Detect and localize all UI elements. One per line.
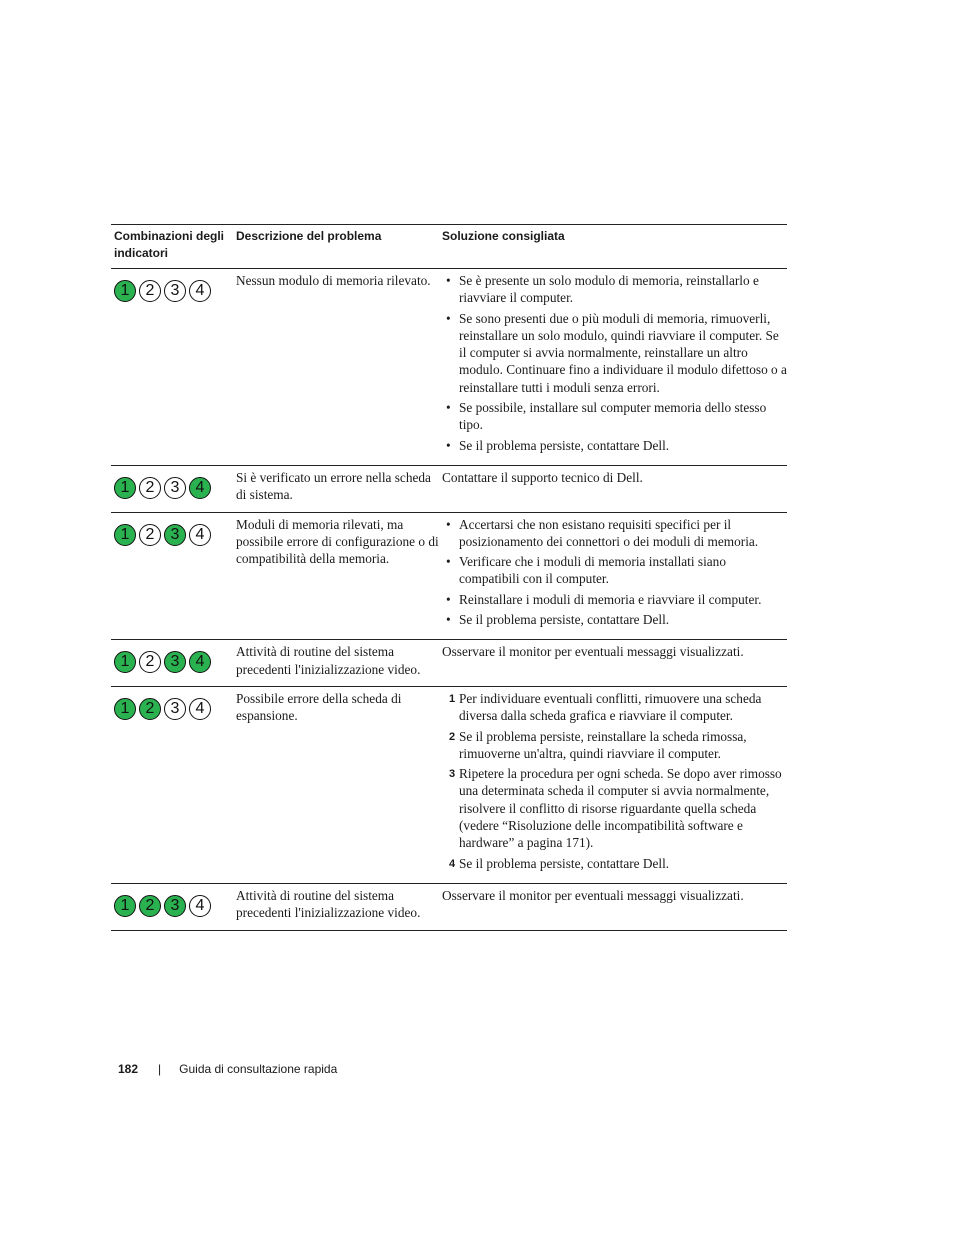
diagnostic-light-on: 1	[114, 698, 136, 720]
solution-item-text: Verificare che i moduli di memoria installati siano compatibili con il computer.	[459, 554, 726, 587]
solution-item-text: Se sono presenti due o più moduli di memoria, rimuoverli, reinstallare un solo modulo, quindi riavviare il computer. Se il computer si avvia normalmente, reinstallare un altro modulo. Continuare fino a individuare il modulo difettoso o a reinstallare tutti i moduli senza errori.	[459, 310, 787, 395]
footer-separator: |	[158, 1062, 162, 1076]
page-footer	[118, 1062, 337, 1076]
bullet-icon: •	[446, 400, 451, 416]
problem-description: Attività di routine del sistema precedenti l'inizializzazione video.	[236, 644, 421, 677]
problem-description: Moduli di memoria rilevati, ma possibile errore di configurazione o di compatibilità della memoria.	[236, 516, 439, 567]
diagnostic-light-on: 3	[164, 895, 186, 917]
problem-description: Possibile errore della scheda di espansione.	[236, 690, 402, 724]
problem-description: Nessun modulo di memoria rilevato.	[236, 273, 431, 288]
solution-item-text: Per individuare eventuali conflitti, rimuovere una scheda diversa dalla scheda grafica e riavviare il computer.	[459, 690, 762, 724]
solution-item-text: Ripetere la procedura per ogni scheda. Se dopo aver rimosso una determinata scheda il computer si avvia normalmente, risolvere il conflitto di risorse riguardante quella scheda (vedere “Risoluzione delle incompatibilità software e hardware” a pagina 171).	[459, 766, 782, 851]
header-problem-description: Descrizione del problema	[236, 229, 382, 243]
solution-item	[442, 553, 787, 588]
solution-item	[442, 765, 787, 851]
step-number: 4	[449, 857, 456, 870]
diagnostic-light-off: 4	[189, 698, 211, 720]
indicator-cell	[111, 887, 236, 922]
solution-item-text: Se il problema persiste, contattare Dell.	[459, 612, 670, 628]
problem-description: Si è verificato un errore nella scheda di sistema.	[236, 469, 431, 503]
diagnostic-light-on: 3	[164, 651, 186, 673]
diagnostic-lights	[114, 524, 236, 546]
diagnostic-light-off: 4	[189, 524, 211, 546]
diagnostic-lights-table	[111, 224, 787, 931]
solution-cell	[442, 516, 787, 632]
solution-item	[442, 399, 787, 434]
solution-item	[442, 728, 787, 763]
bullet-icon: •	[446, 437, 451, 453]
solution-item-text: Se è presente un solo modulo di memoria, reinstallarlo e riavviare il computer.	[459, 273, 759, 306]
indicator-cell	[111, 272, 236, 457]
solution-item-text: Accertarsi che non esistano requisiti specifici per il posizionamento dei connettori o dei moduli di memoria.	[459, 516, 759, 549]
solution-item	[442, 516, 787, 551]
diagnostic-light-on: 4	[189, 651, 211, 673]
solution-item	[442, 310, 787, 396]
diagnostic-light-on: 4	[189, 477, 211, 499]
solution-item	[442, 855, 787, 872]
indicator-cell	[111, 690, 236, 875]
diagnostic-light-on: 2	[139, 698, 161, 720]
diagnostic-light-on: 1	[114, 651, 136, 673]
solution-item-text: Se il problema persiste, reinstallare la scheda rimossa, rimuoverne un'altra, quindi riavviare il computer.	[459, 728, 747, 761]
diagnostic-light-on: 3	[164, 524, 186, 546]
step-number: 3	[449, 768, 456, 781]
solution-item-text: Se il problema persiste, contattare Dell.	[459, 437, 670, 453]
solution-list	[442, 272, 787, 454]
diagnostic-light-off: 2	[139, 477, 161, 499]
diagnostic-lights	[114, 651, 236, 673]
solution-item-text: Se il problema persiste, contattare Dell.	[459, 855, 670, 871]
diagnostic-lights	[114, 895, 236, 917]
solution-text: Osservare il monitor per eventuali messaggi visualizzati.	[442, 887, 744, 903]
diagnostic-light-on: 1	[114, 524, 136, 546]
header-recommended-solution: Soluzione consigliata	[442, 229, 565, 243]
solution-cell	[442, 272, 787, 457]
footer-title: Guida di consultazione rapida	[179, 1062, 338, 1076]
indicator-cell	[111, 516, 236, 632]
bullet-icon: •	[446, 273, 451, 288]
solution-item	[442, 690, 787, 725]
solution-item	[442, 437, 787, 454]
solution-item	[442, 591, 787, 608]
diagnostic-light-on: 1	[114, 477, 136, 499]
table-header	[111, 225, 787, 269]
diagnostic-light-off: 3	[164, 280, 186, 302]
solution-list	[442, 516, 787, 629]
bullet-icon: •	[446, 516, 451, 532]
diagnostic-light-on: 1	[114, 280, 136, 302]
table-row	[111, 513, 787, 641]
solution-text: Osservare il monitor per eventuali messaggi visualizzati.	[442, 644, 744, 660]
solution-list	[442, 690, 787, 872]
diagnostic-light-off: 4	[189, 280, 211, 302]
table-row	[111, 269, 787, 466]
header-indicator-combinations: Combinazioni degli indicatori	[114, 229, 224, 260]
indicator-cell	[111, 469, 236, 504]
table-row	[111, 687, 787, 884]
diagnostic-light-off: 2	[139, 524, 161, 546]
solution-item	[442, 611, 787, 628]
indicator-cell	[111, 643, 236, 678]
diagnostic-light-off: 4	[189, 895, 211, 917]
problem-description: Attività di routine del sistema precedenti l'inizializzazione video.	[236, 887, 421, 921]
diagnostic-lights	[114, 280, 236, 302]
table-row	[111, 884, 787, 931]
bullet-icon: •	[446, 591, 451, 607]
diagnostic-light-on: 2	[139, 895, 161, 917]
solution-item-text: Se possibile, installare sul computer memoria dello stesso tipo.	[459, 400, 767, 433]
solution-cell	[442, 469, 787, 504]
bullet-icon: •	[446, 554, 451, 570]
page-number: 182	[118, 1062, 139, 1076]
table-body	[111, 269, 787, 931]
diagnostic-lights	[114, 698, 236, 720]
diagnostic-light-off: 3	[164, 477, 186, 499]
diagnostic-light-on: 1	[114, 895, 136, 917]
diagnostic-light-off: 2	[139, 651, 161, 673]
bullet-icon: •	[446, 612, 451, 628]
diagnostic-light-off: 2	[139, 280, 161, 302]
solution-item	[442, 272, 787, 307]
diagnostic-lights	[114, 477, 236, 499]
solution-cell	[442, 643, 787, 678]
diagnostic-light-off: 3	[164, 698, 186, 720]
step-number: 1	[449, 692, 456, 705]
table-row	[111, 640, 787, 687]
table-row	[111, 466, 787, 513]
bullet-icon: •	[446, 310, 451, 326]
solution-item-text: Reinstallare i moduli di memoria e riavviare il computer.	[459, 591, 762, 607]
solution-cell	[442, 887, 787, 922]
step-number: 2	[449, 730, 456, 743]
solution-cell	[442, 690, 787, 875]
solution-text: Contattare il supporto tecnico di Dell.	[442, 469, 643, 485]
